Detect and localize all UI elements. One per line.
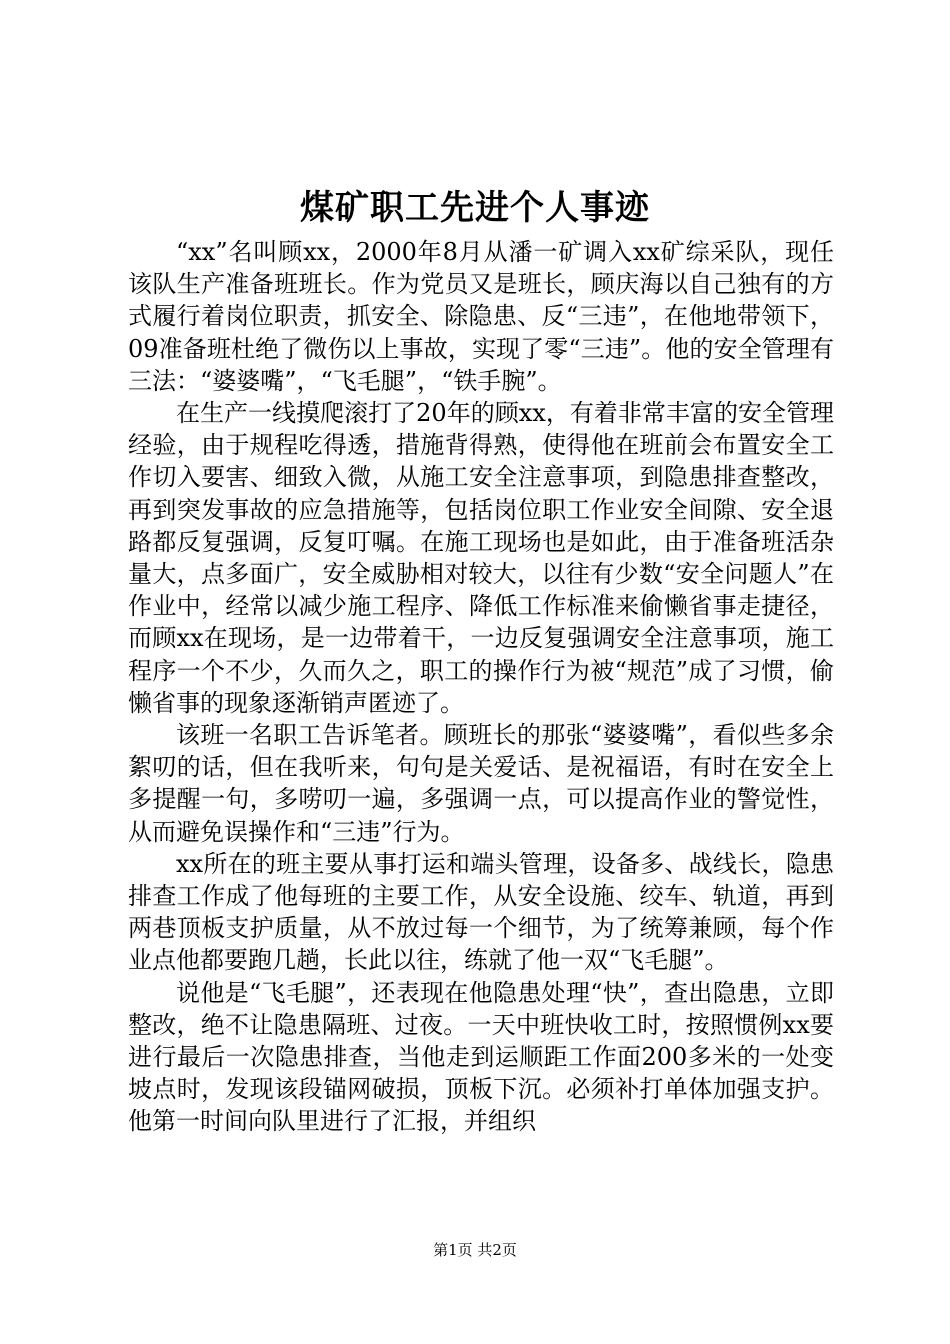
paragraph: “xx”名叫顾xx，2000年8月从潘一矿调入xx矿综采队，现任该队生产准备班班长。作为党员又是班长，顾庆海以自己独有的方式履行着岗位职责，抓安全、除隐患、反“三违”，在他地带领下，09准备班杜绝了微伤以上事故，实现了零“三违”。他的安全管理有三法：“婆婆嘴”，“飞毛腿”，“铁手腕”。: [128, 238, 834, 395]
paragraph: xx所在的班主要从事打运和端头管理，设备多、战线长，隐患排查工作成了他每班的主要工作，从安全设施、绞车、轨道，再到两巷顶板支护质量，从不放过每一个细节，为了统筹兼顾，每个作业点他都要跑几趟，长此以往，练就了他一双“飞毛腿”。: [128, 849, 834, 975]
paragraph: 该班一名职工告诉笔者。顾班长的那张“婆婆嘴”，看似些多余絮叨的话，但在我听来，句句是关爱话、是祝福语，有时在安全上多提醒一句，多唠叨一遍，多强调一点，可以提高作业的警觉性，从而避免误操作和“三违”行为。: [128, 721, 834, 846]
paragraph: 说他是“飞毛腿”，还表现在他隐患处理“快”，查出隐患，立即整改，绝不让隐患隔班、过夜。一天中班快收工时，按照惯例xx要进行最后一次隐患排查，当他走到运顺距工作面200多米的一处变坡点时，发现该段锚网破损，顶板下沉。必须补打单体加强支护。他第一时间向队里进行了汇报，并组织: [128, 978, 834, 1136]
paragraph: 在生产一线摸爬滚打了20年的顾xx，有着非常丰富的安全管理经验，由于规程吃得透，措施背得熟，使得他在班前会布置安全工作切入要害、细致入微，从施工安全注意事项，到隐患排查整改，再到突发事故的应急措施等，包括岗位职工作业安全间隙、安全退路都反复强调，反复叮嘱。在施工现场也是如此，由于准备班活杂量大，点多面广，安全威胁相对较大，以往有少数“安全问题人”在作业中，经常以减少施工程序、降低工作标准来偷懒省事走捷径，而顾xx在现场，是一边带着干，一边反复强调安全注意事项，施工程序一个不少，久而久之，职工的操作行为被“规范”成了习惯，偷懒省事的现象逐渐销声匿迹了。: [128, 399, 834, 717]
document-title: 煤矿职工先进个人事迹: [300, 188, 650, 228]
document-body: [128, 236, 834, 1138]
page-number-footer: 第1页 共2页: [433, 1241, 517, 1259]
